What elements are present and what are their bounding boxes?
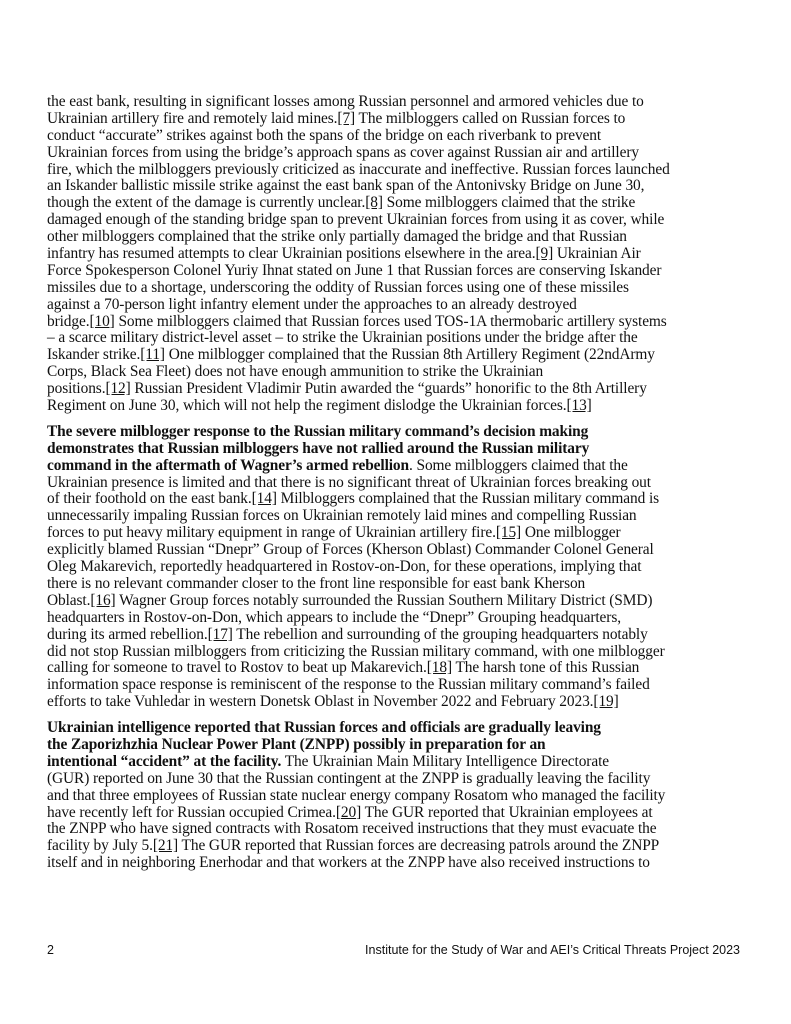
text-line — [47, 559, 767, 576]
body-text: Ukrainian forces from using the bridge’s approach spans as cover against Russian air and artillery — [47, 143, 639, 161]
body-text: there is no relevant commander closer to the front line responsible for east bank Kherson — [47, 574, 586, 592]
text-line — [47, 94, 767, 111]
text-line — [47, 805, 767, 822]
body-text: Oblast. — [47, 591, 91, 609]
text-line — [47, 508, 767, 525]
body-text: The GUR reported that Russian forces are decreasing patrols around the ZNPP — [178, 837, 660, 855]
text-line — [47, 381, 767, 398]
text-line — [47, 145, 767, 162]
text-line — [47, 821, 767, 838]
body-text: during its armed rebellion. — [47, 625, 208, 643]
footnote-link[interactable]: [14] — [251, 490, 277, 508]
footnote-link[interactable]: [8] — [365, 194, 383, 212]
footnote-link[interactable]: [17] — [207, 625, 233, 643]
text-line — [47, 525, 767, 542]
bold-lead-text: intentional “accident” at the facility. — [47, 752, 282, 770]
body-text: and that three employees of Russian state nuclear energy company Rosatom who managed the facility — [47, 786, 666, 804]
text-line — [47, 855, 767, 872]
document-body — [47, 94, 767, 881]
body-text: Ukrainian presence is limited and that there is no significant threat of Ukrainian forces breaking out — [47, 473, 651, 491]
text-line — [47, 660, 767, 677]
body-text: an Iskander ballistic missile strike against the east bank span of the Antonivsky Bridge on June 30, — [47, 177, 645, 195]
body-text: the east bank, resulting in significant losses among Russian personnel and armored vehicles due to — [47, 93, 644, 110]
text-line — [47, 458, 767, 475]
footnote-link[interactable]: [7] — [337, 109, 356, 127]
text-line — [47, 771, 767, 788]
text-line — [47, 737, 767, 754]
footnote-link[interactable]: [18] — [426, 659, 452, 677]
text-line — [47, 178, 767, 195]
text-line — [47, 212, 767, 229]
body-text: damaged enough of the standing bridge span to prevent Ukrainian forces from using it as cover, while — [47, 211, 665, 229]
text-line — [47, 576, 767, 593]
body-text: fire, which the milbloggers previously criticized as inaccurate and ineffective. Russian forces launched — [47, 160, 670, 178]
body-text: The milbloggers called on Russian forces to — [355, 109, 626, 127]
body-text: One milblogger — [521, 524, 621, 542]
body-text: Russian President Vladimir Putin awarded the “guards” honorific to the 8th Artillery — [130, 380, 647, 398]
body-text: Iskander strike. — [47, 346, 141, 364]
text-line — [47, 627, 767, 644]
text-line — [47, 297, 767, 314]
body-text: The Ukrainian Main Military Intelligence Directorate — [281, 752, 609, 770]
text-line — [47, 263, 767, 280]
body-text: The rebellion and surrounding of the grouping headquarters notably — [232, 625, 648, 643]
bold-lead-text: the Zaporizhzhia Nuclear Power Plant (ZNPP) possibly in preparation for an — [47, 735, 546, 753]
body-text: . Some milbloggers claimed that the — [409, 456, 628, 474]
body-text: against a 70-person light infantry element under the approaches to an already destroyed — [47, 295, 577, 313]
footnote-link[interactable]: [13] — [566, 397, 592, 415]
body-text: forces to put heavy military equipment in range of Ukrainian artillery fire. — [47, 524, 496, 542]
body-text: the ZNPP who have signed contracts with Rosatom received instructions that they must evacuate the — [47, 820, 657, 838]
body-text: of their foothold on the east bank. — [47, 490, 252, 508]
text-line — [47, 491, 767, 508]
text-line — [47, 246, 767, 263]
page-footer — [47, 943, 740, 957]
body-text: – a scarce military district-level asset – to strike the Ukrainian positions under the bridge after the — [47, 329, 638, 347]
text-line — [47, 610, 767, 627]
body-text: Some milbloggers claimed that the strike — [382, 194, 636, 212]
footnote-link[interactable]: [9] — [535, 245, 554, 263]
body-text: calling for someone to travel to Rostov to beat up Makarevich. — [47, 659, 427, 677]
body-text: did not stop Russian milbloggers from criticizing the Russian military command, with one milblogger — [47, 642, 665, 660]
text-line — [47, 441, 767, 458]
body-text: information space response is reminiscent of the response to the Russian military command’s failed — [47, 676, 650, 694]
text-line — [47, 677, 767, 694]
text-line — [47, 128, 767, 145]
text-line — [47, 838, 767, 855]
body-text: conduct “accurate” strikes against both the spans of the bridge on each riverbank to prevent — [47, 126, 602, 144]
body-text: missiles due to a shortage, underscoring the oddity of Russian forces using one of these missiles — [47, 278, 629, 296]
footnote-link[interactable]: [20] — [335, 803, 362, 821]
text-line — [47, 280, 767, 297]
body-text: infantry has resumed attempts to clear Ukrainian positions elsewhere in the area. — [47, 245, 536, 263]
paragraph — [47, 424, 767, 711]
text-line — [47, 330, 767, 347]
text-line — [47, 314, 767, 331]
body-text: Regiment on June 30, which will not help the regiment dislodge the Ukrainian forces. — [47, 397, 567, 415]
footnote-link[interactable]: [15] — [495, 524, 522, 542]
body-text: The harsh tone of this Russian — [452, 659, 640, 677]
text-line — [47, 398, 767, 415]
bold-lead-text: The severe milblogger response to the Russian military command’s decision making — [47, 422, 589, 440]
body-text: unnecessarily impaling Russian forces on Ukrainian remotely laid mines and compelling Russian — [47, 507, 637, 525]
text-line — [47, 720, 767, 737]
text-line — [47, 542, 767, 559]
body-text: Force Spokesperson Colonel Yuriy Ihnat stated on June 1 that Russian forces are conserving Iskander — [47, 261, 662, 279]
body-text: One milblogger complained that the Russian 8th Artillery Regiment (22ndArmy — [164, 346, 655, 364]
bold-lead-text: command in the aftermath of Wagner’s armed rebellion — [47, 456, 409, 474]
body-text: (GUR) reported on June 30 that the Russian contingent at the ZNPP is gradually leaving the facility — [47, 769, 651, 787]
body-text: Corps, Black Sea Fleet) does not have enough ammunition to strike the Ukrainian — [47, 363, 544, 381]
body-text: bridge. — [47, 312, 90, 330]
text-line — [47, 754, 767, 771]
text-line — [47, 694, 767, 711]
body-text: Ukrainian Air — [553, 245, 641, 263]
text-line — [47, 424, 767, 441]
paragraph — [47, 94, 767, 415]
paragraph — [47, 720, 767, 872]
text-line — [47, 364, 767, 381]
body-text: facility by July 5. — [47, 837, 153, 855]
body-text: Wagner Group forces notably surrounded the Russian Southern Military District (SMD) — [115, 591, 653, 609]
body-text: Some milbloggers claimed that Russian forces used TOS-1A thermobaric artillery systems — [114, 312, 667, 330]
footnote-link[interactable]: [16] — [90, 591, 116, 609]
text-line — [47, 788, 767, 805]
text-line — [47, 593, 767, 610]
body-text: headquarters in Rostov-on-Don, which appears to include the “Dnepr” Grouping headquarters, — [47, 608, 621, 626]
body-text: efforts to take Vuhledar in western Donetsk Oblast in November 2022 and February 2023. — [47, 693, 594, 711]
footnote-link[interactable]: [12] — [105, 380, 131, 398]
text-line — [47, 229, 767, 246]
footnote-link[interactable]: [11] — [140, 346, 165, 364]
footer-publisher: Institute for the Study of War and AEI’s Critical Threats Project 2023 — [365, 943, 740, 957]
text-line — [47, 475, 767, 492]
body-text: Ukrainian artillery fire and remotely laid mines. — [47, 109, 338, 127]
footnote-link[interactable]: [19] — [593, 693, 619, 711]
text-line — [47, 162, 767, 179]
page-number: 2 — [47, 943, 54, 957]
text-line — [47, 347, 767, 364]
footnote-link[interactable]: [21] — [152, 837, 179, 855]
bold-lead-text: demonstrates that Russian milbloggers have not rallied around the Russian military — [47, 439, 590, 457]
body-text: itself and in neighboring Enerhodar and that workers at the ZNPP have also received instructions to — [47, 854, 650, 872]
body-text: other milbloggers complained that the strike only partially damaged the bridge and that Russian — [47, 228, 627, 246]
bold-lead-text: Ukrainian intelligence reported that Russian forces and officials are gradually leaving — [47, 719, 601, 737]
footnote-link[interactable]: [10] — [89, 312, 115, 330]
body-text: explicitly blamed Russian “Dnepr” Group of Forces (Kherson Oblast) Commander Colonel General — [47, 541, 654, 559]
body-text: The GUR reported that Ukrainian employees at — [361, 803, 653, 821]
body-text: positions. — [47, 380, 106, 398]
text-line — [47, 195, 767, 212]
body-text: Milbloggers complained that the Russian military command is — [276, 490, 660, 508]
body-text: though the extent of the damage is currently unclear. — [47, 194, 366, 212]
body-text: have recently left for Russian occupied Crimea. — [47, 803, 336, 821]
text-line — [47, 111, 767, 128]
text-line — [47, 644, 767, 661]
body-text: Oleg Makarevich, reportedly headquartered in Rostov-on-Don, for these operations, implying that — [47, 558, 642, 576]
